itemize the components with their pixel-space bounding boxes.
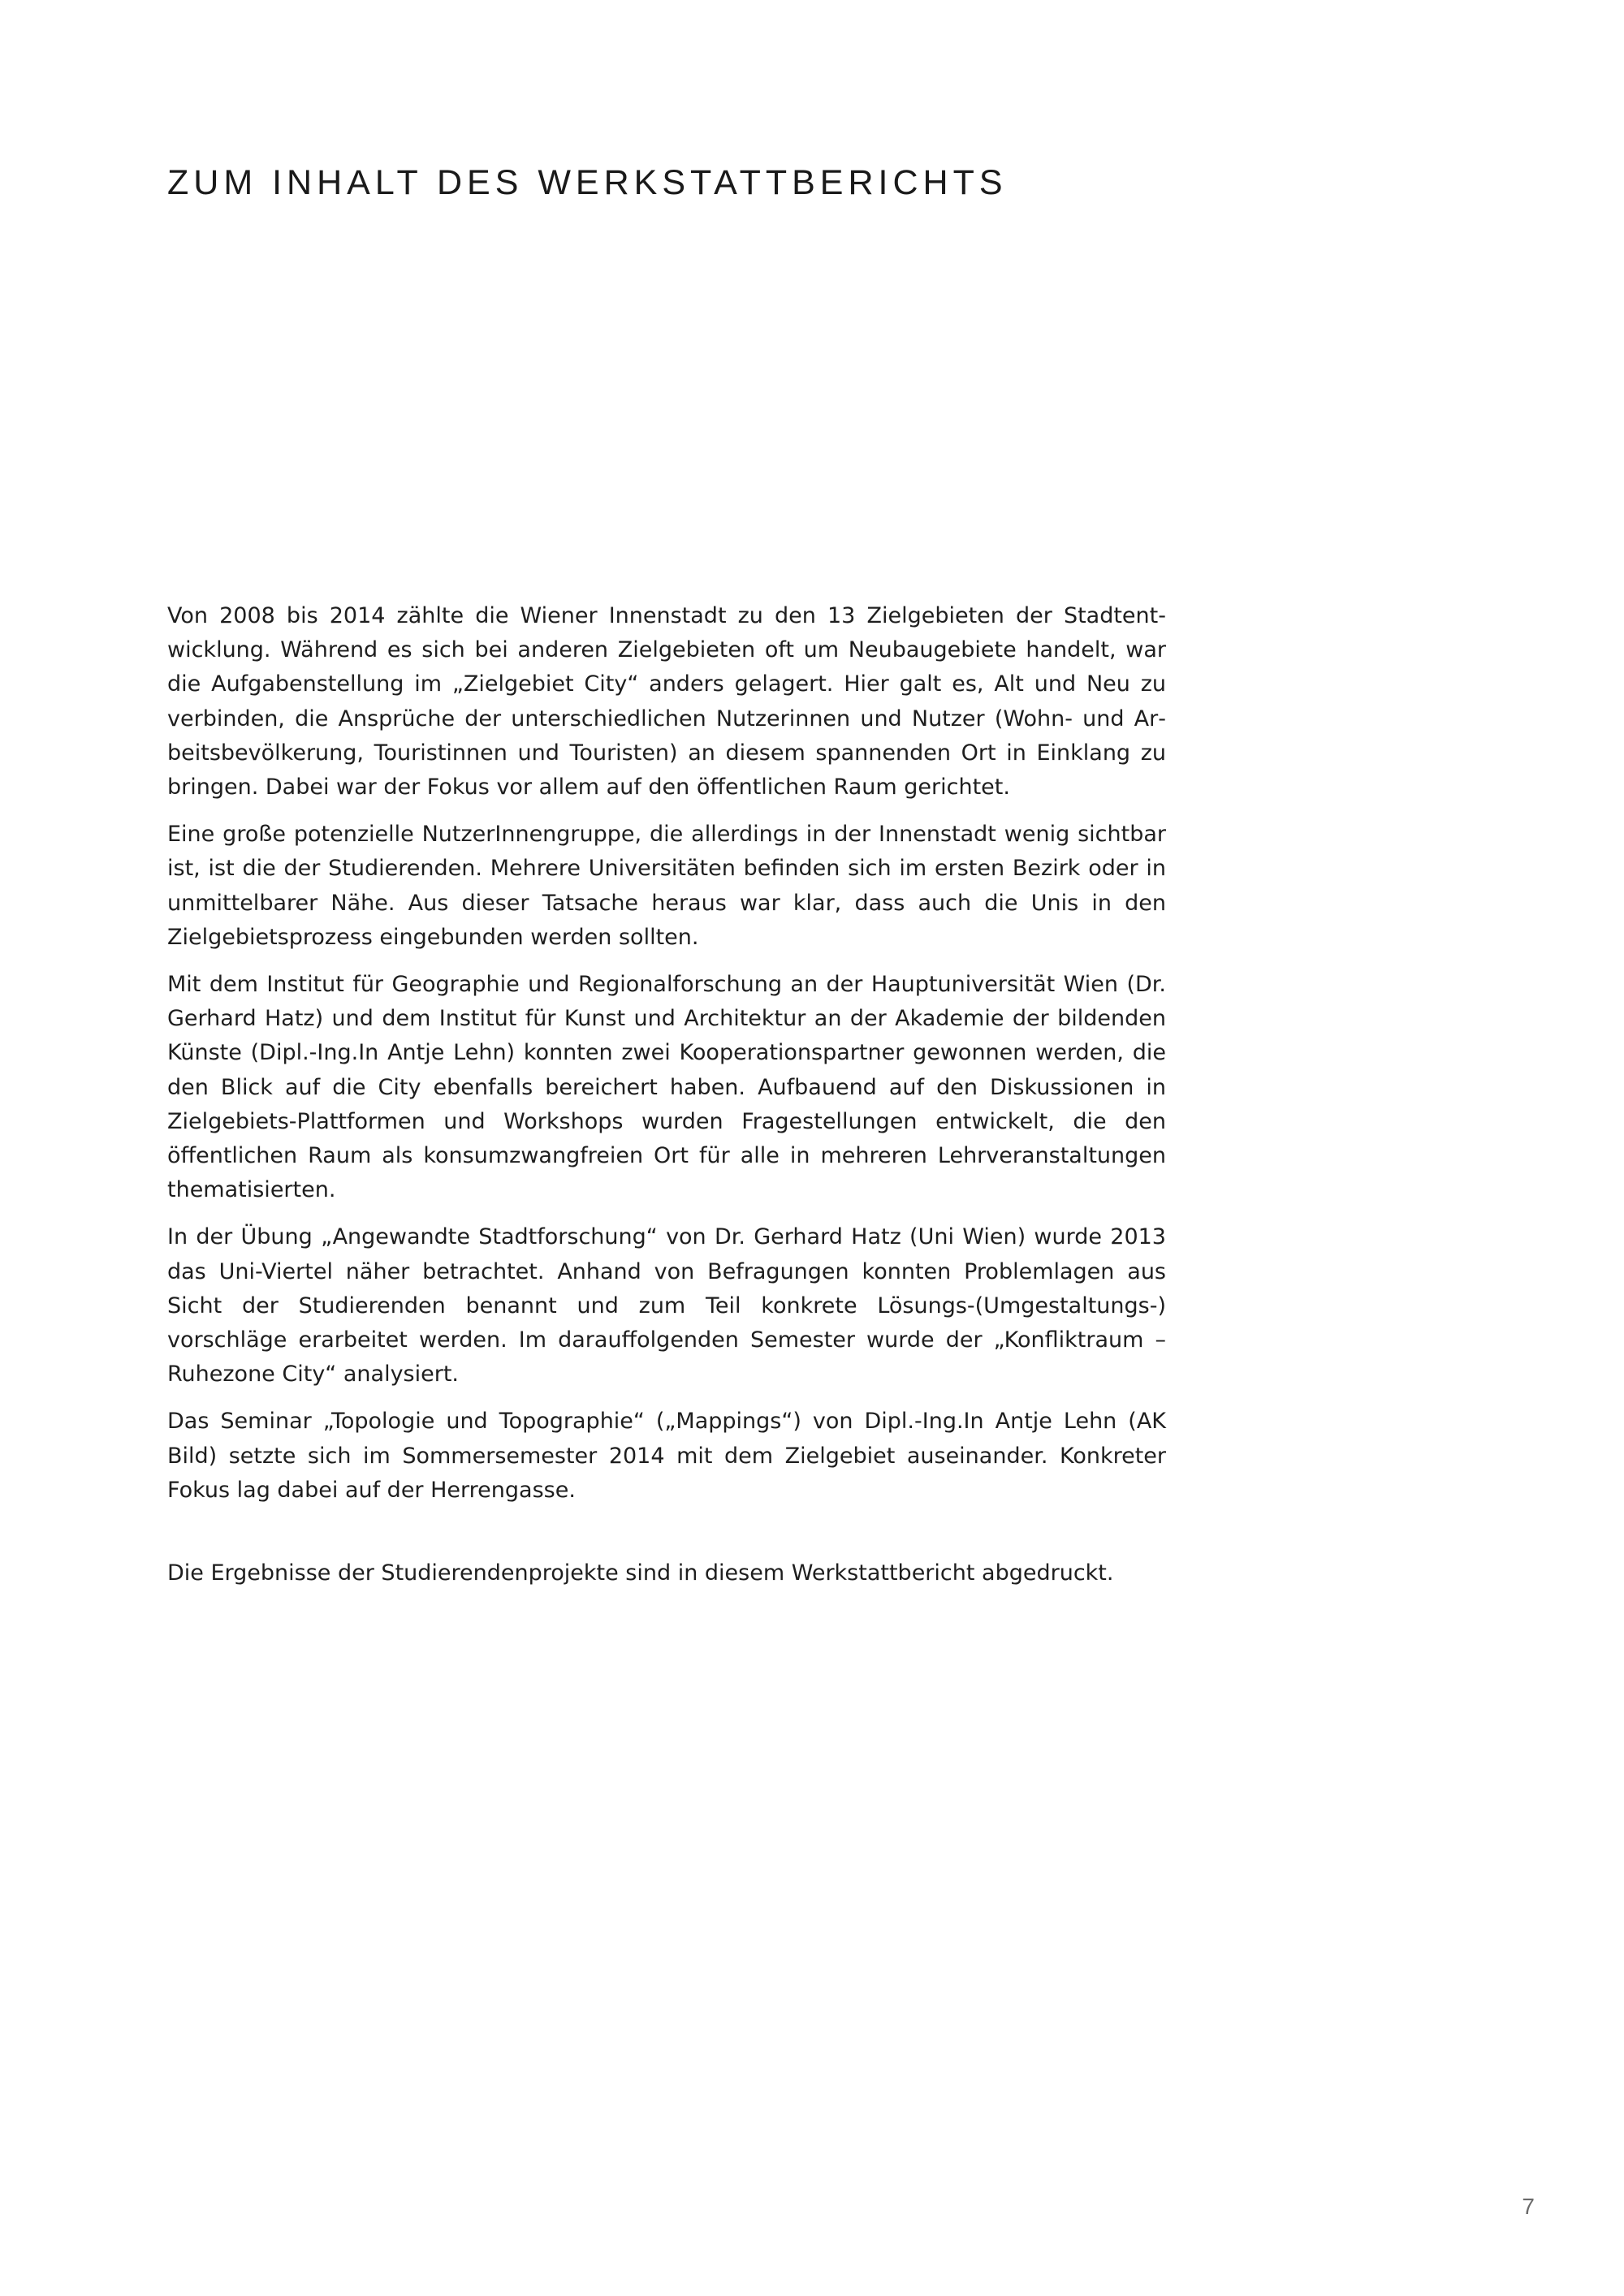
page-number: 7 bbox=[1522, 2194, 1535, 2219]
paragraph-closing: Die Ergebnisse der Studierendenprojekte sind in diesem Werkstattbericht abgedruckt. bbox=[167, 1560, 1114, 1586]
paragraph-exercise: In der Übung „Angewandte Stadtforschung“ von Dr. Gerhard Hatz (Uni Wien) wurde 2013 das Uni-Viertel näher betrachtet. Anhand von Befragungen konnten Problemlagen aus Sicht der Studierenden benannt und zum Teil konkrete Lösungs-(Umgestaltungs-) vorschläge erarbeitet werden. Im darauffolgenden Semester wurde der „Konfliktraum – Ruhezone City“ analysiert. bbox=[167, 1224, 1166, 1388]
paragraph-seminar: Das Seminar „Topologie und Topographie“ („Mappings“) von Dipl.-Ing.In Antje Lehn (AK Bild) setzte sich im Sommersemester 2014 mit dem Zielgebiet auseinander. Konkreter Fokus lag dabei auf der Herrengasse. bbox=[167, 1409, 1166, 1503]
page-title: ZUM INHALT DES WERKSTATTBERICHTS bbox=[167, 163, 1008, 202]
body-text bbox=[167, 599, 1166, 1603]
paragraph-students: Eine große potenzielle NutzerInnengruppe, die allerdings in der Innenstadt wenig sichtbar ist, ist die der Studierenden. Mehrere Universitäten befinden sich im ersten Bezirk oder in unmittelbarer Nähe. Aus dieser Tatsache heraus war klar, dass auch die Unis in den Zielgebietsprozess eingebunden werden sollten. bbox=[167, 822, 1166, 950]
paragraph-cooperation: Mit dem Institut für Geographie und Regionalforschung an der Hauptuniversität Wien (Dr. Gerhard Hatz) und dem Institut für Kunst und Architektur an der Akademie der bildenden Künste (Dipl.-Ing.In Antje Lehn) konnten zwei Kooperationspartner gewonnen werden, die den Blick auf die City ebenfalls bereichert haben. Aufbauend auf den Diskussionen in Zielgebiets-Plattformen und Workshops wurden Fragestellungen entwickelt, die den öffentlichen Raum als konsumzwangfreien Ort für alle in mehreren Lehrveranstaltungen thematisierten. bbox=[167, 972, 1166, 1203]
paragraph-intro: Von 2008 bis 2014 zählte die Wiener Innenstadt zu den 13 Zielgebieten der Stadtentwicklung. Während es sich bei anderen Zielgebieten oft um Neubaugebiete handelt, war die Aufgabenstellung im „Zielgebiet City“ anders gelagert. Hier galt es, Alt und Neu zu verbinden, die Ansprüche der unterschiedlichen Nutzerinnen und Nutzer (Wohn- und Arbeitsbevölkerung, Touristinnen und Touristen) an diesem spannenden Ort in Einklang zu bringen. Dabei war der Fokus vor allem auf den öffentlichen Raum gerichtet. bbox=[167, 603, 1166, 801]
